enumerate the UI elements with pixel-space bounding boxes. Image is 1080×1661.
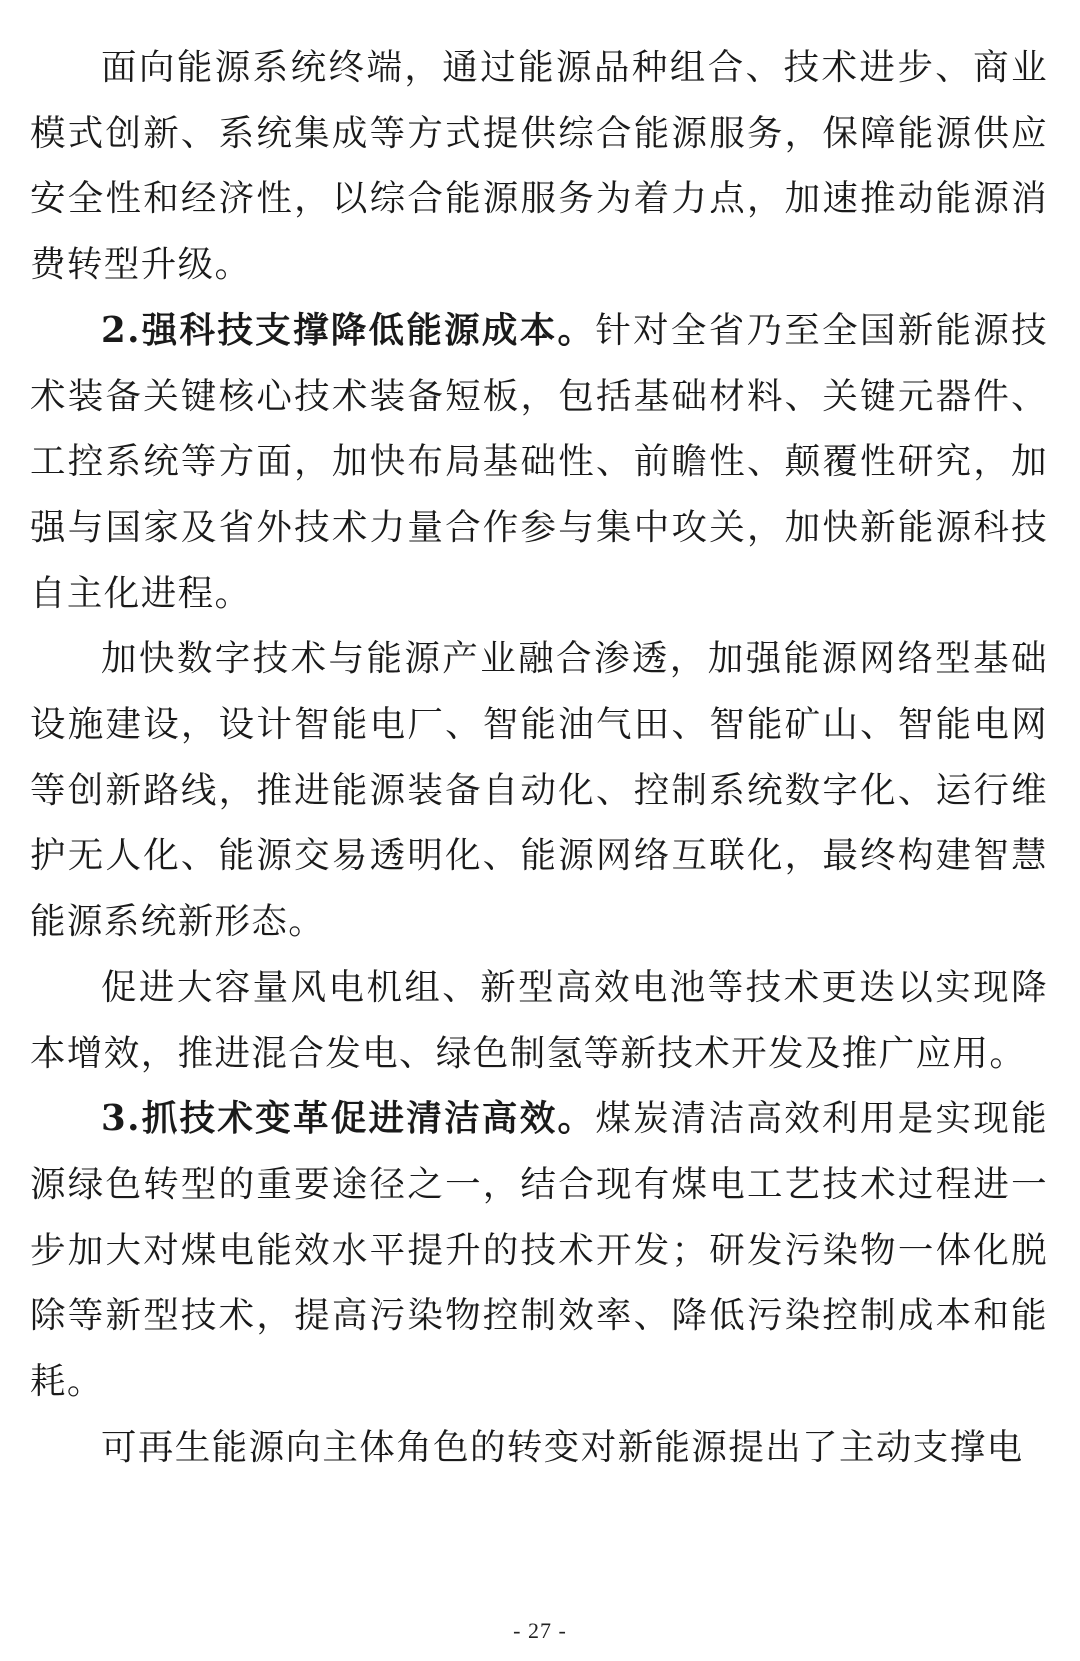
paragraph-text: 促进大容量风电机组、新型高效电池等技术更迭以实现降本增效，推进混合发电、绿色制氢等新技术开发及推广应用。	[30, 966, 1048, 1074]
paragraph-text: 可再生能源向主体角色的转变对新能源提出了主动支撑电	[101, 1426, 1024, 1468]
paragraph-wind-battery	[30, 955, 1048, 1086]
paragraph-renewable-role	[30, 1415, 1048, 1481]
paragraph-clean-efficiency	[30, 1086, 1048, 1415]
paragraph-text: 面向能源系统终端，通过能源品种组合、技术进步、商业模式创新、系统集成等方式提供综合能源服务，保障能源供应安全性和经济性，以综合能源服务为着力点，加速推动能源消费转型升级。	[30, 47, 1048, 286]
paragraph-text: 加快数字技术与能源产业融合渗透，加强能源网络型基础设施建设，设计智能电厂、智能油气田、智能矿山、智能电网等创新路线，推进能源装备自动化、控制系统数字化、运行维护无人化、能源交易透明化、能源网络互联化，最终构建智慧能源系统新形态。	[30, 638, 1048, 943]
section-heading-2: 2.强科技支撑降低能源成本。	[101, 309, 596, 351]
section-heading-3: 3.抓技术变革促进清洁高效。	[101, 1098, 596, 1140]
paragraph-text: 针对全省乃至全国新能源技术装备关键核心技术装备短板，包括基础材料、关键元器件、工控系统等方面，加快布局基础性、前瞻性、颠覆性研究，加强与国家及省外技术力量合作参与集中攻关，加快新能源科技自主化进程。	[30, 309, 1048, 614]
paragraph-text: 煤炭清洁高效利用是实现能源绿色转型的重要途径之一，结合现有煤电工艺技术过程进一步加大对煤电能效水平提升的技术开发；研发污染物一体化脱除等新型技术，提高污染物控制效率、降低污染控制成本和能耗。	[30, 1098, 1048, 1403]
paragraph-tech-support	[30, 298, 1048, 627]
page-number: - 27 -	[513, 1618, 567, 1643]
document-body	[30, 35, 1048, 1480]
paragraph-digital-energy	[30, 626, 1048, 955]
paragraph-energy-service	[30, 35, 1048, 298]
